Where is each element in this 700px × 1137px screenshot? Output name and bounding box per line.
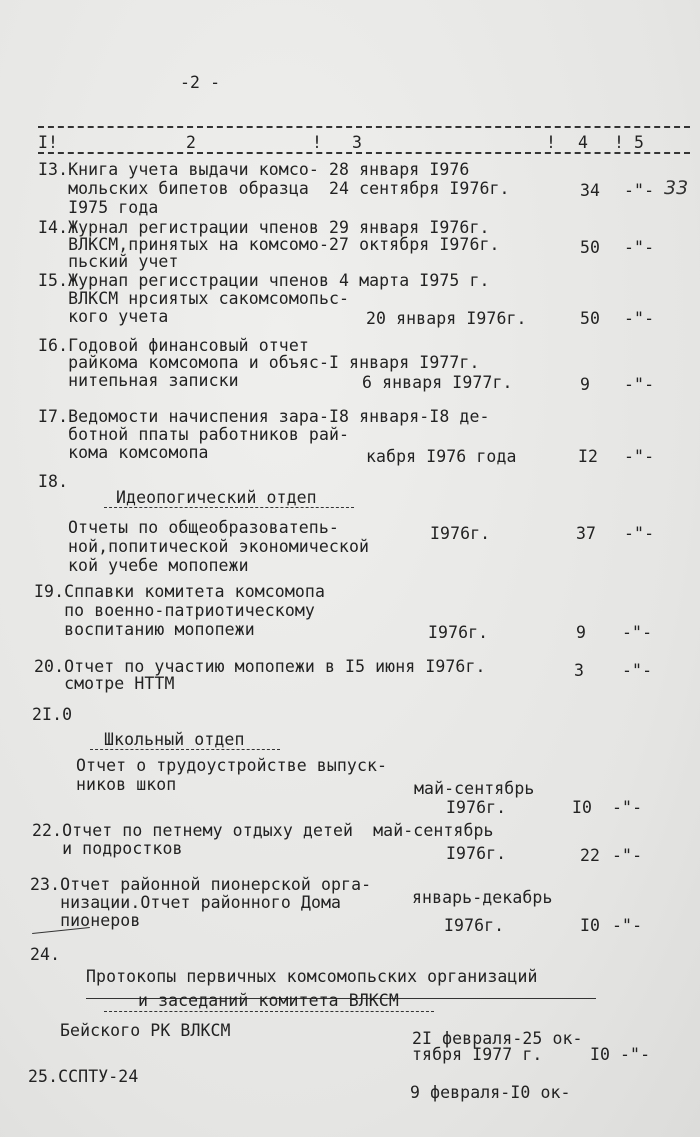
- row25-period: 9 февраля-I0 ок-: [410, 1083, 571, 1102]
- header-rule-top: [38, 126, 690, 128]
- row20-line1: 20.Отчет по участию мопопежи в I5 июня I976г.: [34, 657, 486, 676]
- row15-line2: ВЛКСМ нрсиятых сакомсомопьс-: [38, 289, 350, 308]
- row24-heading2: и заседаний комитета ВЛКСМ: [138, 991, 399, 1010]
- row23-line1: 23.Отчет районной пионерской орга-: [30, 875, 372, 894]
- row24-heading2-underline: [104, 1011, 434, 1012]
- row19-line3: воспитанию мопопежи: [34, 620, 255, 639]
- row21-note: -"-: [612, 798, 643, 817]
- row14-line1: I4.Журнал регистрации чпенов 29 января I976г.: [38, 218, 490, 237]
- row16-line3: нитепьная записки: [38, 371, 239, 390]
- row19-line2: по военно-патриотическому: [34, 601, 315, 620]
- row24-sheets: I0: [590, 1045, 611, 1064]
- row13-handwritten-number: 33: [664, 177, 689, 199]
- row22-line2: и подростков: [32, 839, 183, 858]
- row23-line2: низации.Отчет районного Дома: [30, 893, 342, 912]
- header-sep2: !: [312, 133, 323, 152]
- row20-line2: смотре НТТМ: [34, 674, 175, 693]
- row19-year: I976г.: [428, 623, 489, 642]
- row16-sheets: 9: [580, 375, 591, 394]
- row18-number: I8.: [38, 472, 69, 491]
- row16-line1: I6.Годовой финансовый отчет: [38, 336, 309, 355]
- row21-year: I976г.: [446, 798, 507, 817]
- row19-line1: I9.Сппавки комитета комсомопа: [34, 582, 325, 601]
- row16-date2: 6 января I977г.: [362, 373, 513, 392]
- row21-heading-underline: [90, 749, 280, 750]
- row22-year: I976г.: [446, 844, 507, 863]
- row14-line3: пьский учет: [38, 252, 179, 271]
- row18-heading: Идеопогический отдеп: [116, 488, 317, 507]
- row21-number: 2I.0: [32, 705, 73, 724]
- row15-note: -"-: [624, 309, 655, 328]
- header-col2: 2: [186, 133, 197, 152]
- row16-note: -"-: [624, 375, 655, 394]
- row24-number: 24.: [30, 945, 61, 964]
- row17-sheets: I2: [578, 447, 599, 466]
- row18-line2: ной,попитической экономичеcкой: [68, 537, 370, 556]
- row14-line2: ВЛКСМ,принятых на комсомо-27 октября I976г.: [38, 235, 500, 254]
- row24-period2: тября I977 г.: [412, 1045, 543, 1064]
- row24-heading1: Протокопы первичных комсомопьских организаций: [86, 967, 538, 986]
- row21-period: май-сентябрь: [414, 779, 535, 798]
- row23-line3: пионеров: [30, 911, 141, 930]
- header-rule-bottom: [38, 152, 690, 154]
- header-col4: 4: [578, 133, 589, 152]
- row15-sheets: 50: [580, 309, 601, 328]
- header-col5: 5: [634, 133, 645, 152]
- row24-line1: Бейского РК ВЛКСМ: [60, 1021, 231, 1040]
- row23-period: январь-декабрь: [412, 888, 553, 907]
- row23-note: -"-: [612, 916, 643, 935]
- row13-note: -"-: [624, 181, 655, 200]
- row20-sheets: 3: [574, 661, 585, 680]
- row19-sheets: 9: [576, 623, 587, 642]
- row17-date2: кабря I976 года: [366, 447, 517, 466]
- row21-heading: Школьный отдеп: [104, 730, 245, 749]
- row25-line1: 25.ССПТУ-24: [28, 1067, 139, 1086]
- row24-period1: 2I февраля-25 ок-: [412, 1029, 583, 1048]
- row18-note: -"-: [624, 524, 655, 543]
- row22-line1: 22.Отчет по петнему отдыху детей май-сентябрь: [32, 821, 494, 840]
- header-col3: 3: [352, 133, 363, 152]
- row23-year: I976г.: [444, 916, 505, 935]
- row13-line2: мольских бипетов образца 24 сентября I976г.: [38, 179, 510, 198]
- row18-line3: кой учебе мопопежи: [68, 556, 249, 575]
- row18-heading-underline: [104, 507, 354, 508]
- row24-note: -"-: [620, 1045, 651, 1064]
- row15-line3: кого учета: [38, 307, 169, 326]
- header-sep4: !: [614, 133, 625, 152]
- row14-sheets: 50: [580, 238, 601, 257]
- row21-line1: Отчет о трудоустройстве выпуск-: [76, 756, 388, 775]
- row16-line2: райкома комсомопа и объяс-I января I977г.: [38, 353, 480, 372]
- page-number: -2 -: [180, 73, 221, 92]
- row18-line1: Отчеты по общеобразоватепь-: [68, 518, 339, 537]
- header-sep3: !: [546, 133, 557, 152]
- row17-line3: кома комсомопа: [38, 443, 209, 462]
- row18-sheets: 37: [576, 524, 597, 543]
- row20-note: -"-: [622, 661, 653, 680]
- header-col1: I!: [38, 133, 59, 152]
- row22-sheets: 22: [580, 846, 601, 865]
- row21-sheets: I0: [572, 798, 593, 817]
- row13-sheets: 34: [580, 181, 601, 200]
- row15-date2: 20 января I976г.: [366, 309, 527, 328]
- row13-line3: I975 года: [38, 198, 159, 217]
- row19-note: -"-: [622, 623, 653, 642]
- row13-line1: I3.Книга учета выдачи комсо- 28 января I976: [38, 160, 470, 179]
- row17-line2: ботной ппаты работников рай-: [38, 425, 350, 444]
- row14-note: -"-: [624, 238, 655, 257]
- row21-line2: ников шкоп: [76, 775, 177, 794]
- row23-sheets: I0: [580, 916, 601, 935]
- row17-note: -"-: [624, 447, 655, 466]
- row18-year: I976г.: [430, 524, 491, 543]
- row15-line1: I5.Журнап регисстрации чпенов 4 марта I975 г.: [38, 271, 490, 290]
- row17-line1: I7.Ведомости начиспения зара-I8 января-I8 де-: [38, 407, 490, 426]
- row22-note: -"-: [612, 846, 643, 865]
